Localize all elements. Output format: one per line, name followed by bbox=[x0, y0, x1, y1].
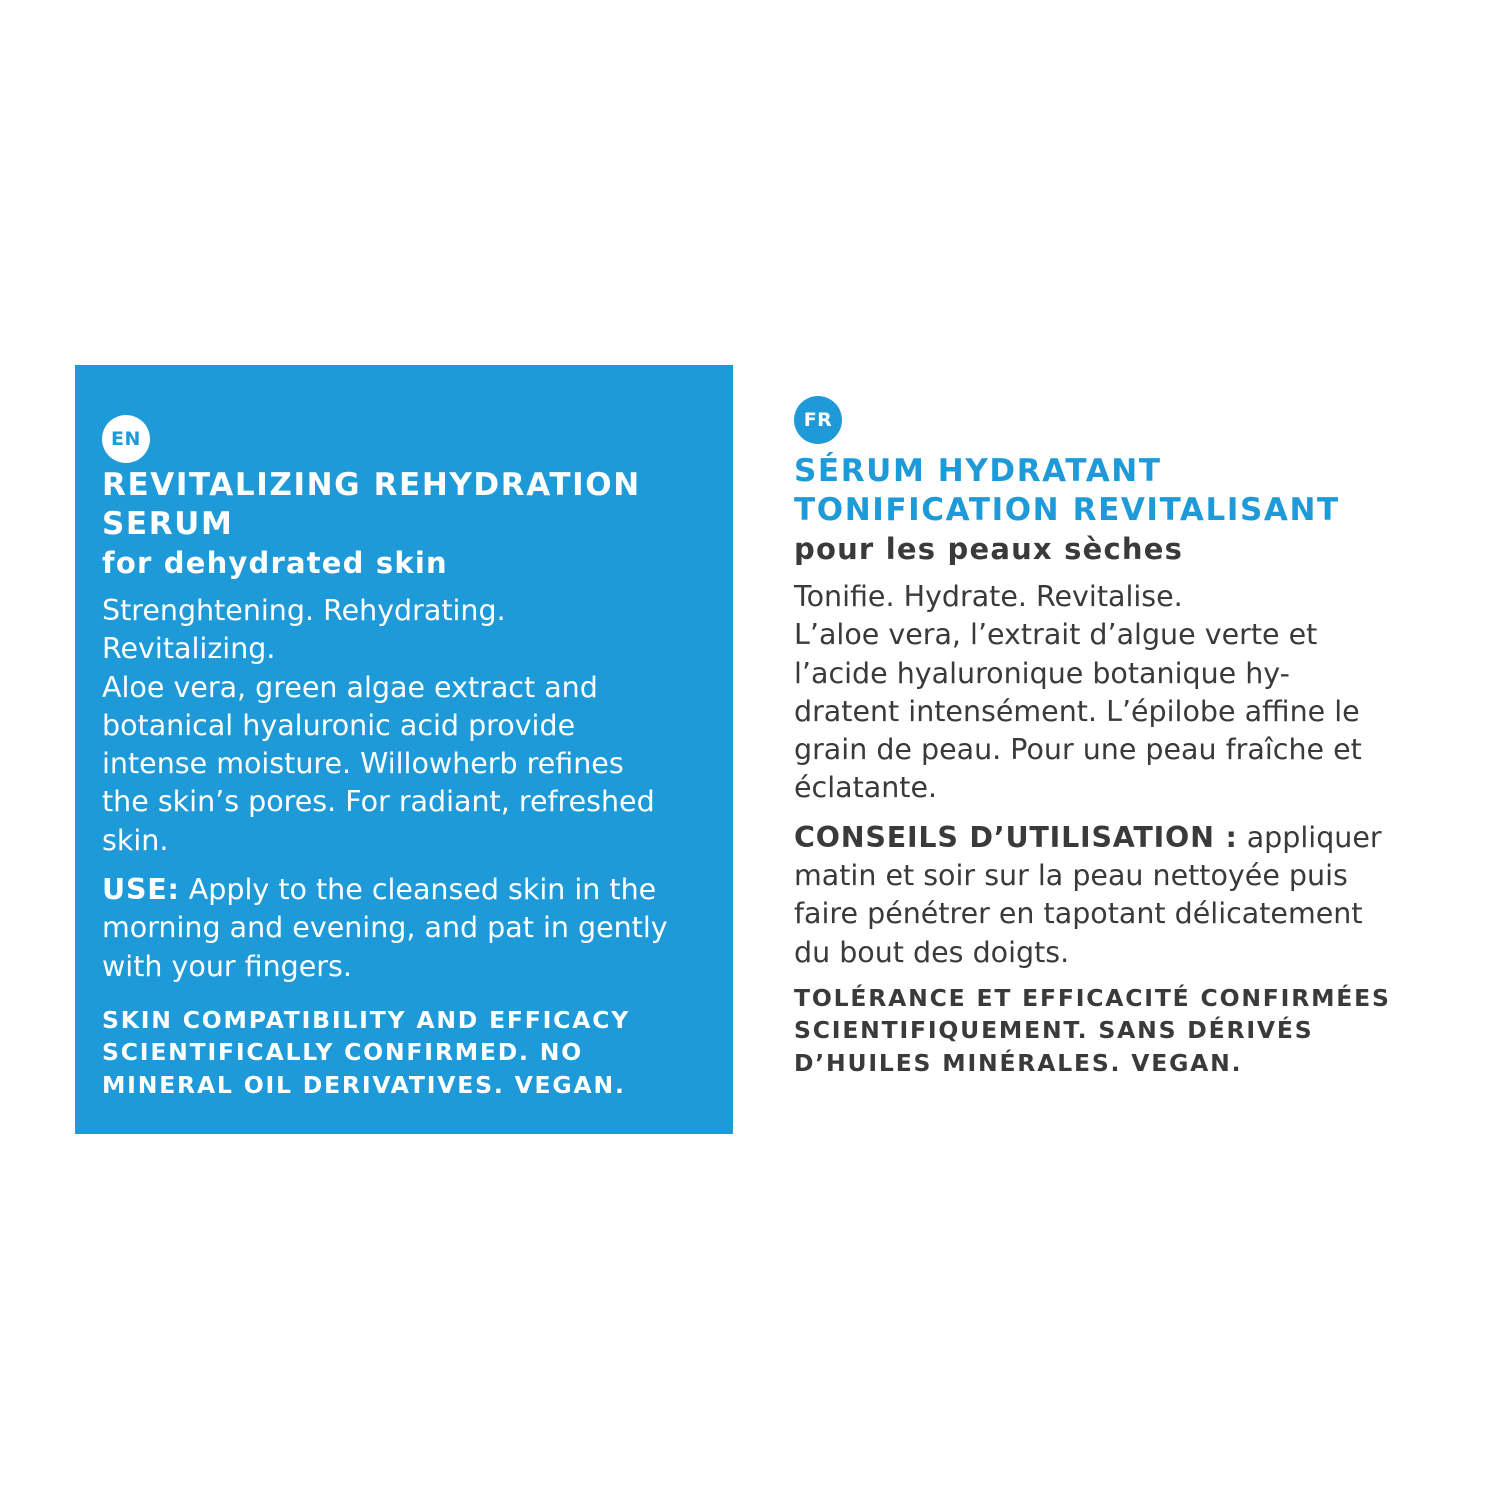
usage-text-fr: appliquer matin et soir sur la peau nettoyée puis faire pénétrer en tapotant délicatement du bout des doigts. bbox=[794, 820, 1382, 969]
language-badge-en: EN bbox=[102, 415, 150, 463]
usage-instructions-fr bbox=[794, 819, 1434, 972]
usage-instructions-en bbox=[102, 871, 709, 986]
product-subtitle-fr: pour les peaux sèches bbox=[794, 532, 1184, 566]
claims-footer-en: SKIN COMPATIBILITY AND EFFICACY SCIENTIFICALLY CONFIRMED. NO MINERAL OIL DERIVATIVES. VEGAN. bbox=[102, 1005, 631, 1099]
usage-label-en: USE: bbox=[102, 873, 180, 907]
usage-text-en: Apply to the cleansed skin in the morning and evening, and pat in gently with your fingers. bbox=[102, 873, 668, 983]
product-title-fr bbox=[794, 452, 1434, 530]
product-title-line1-en: REVITALIZING REHYDRATION bbox=[102, 467, 641, 503]
product-subtitle-en: for dehydrated skin bbox=[102, 546, 448, 580]
english-panel bbox=[75, 365, 733, 1134]
product-title-line2-fr: TONIFICATION REVITALISANT bbox=[794, 492, 1340, 528]
french-panel bbox=[794, 396, 1434, 1079]
product-title-en bbox=[102, 466, 709, 544]
claims-footer-fr: TOLÉRANCE ET EFFICACITÉ CONFIRMÉES SCIENTIFIQUEMENT. SANS DÉRIVÉS D’HUILES MINÉRALES. VEGAN. bbox=[794, 983, 1391, 1077]
usage-label-fr: CONSEILS D’UTILISATION : bbox=[794, 820, 1238, 854]
product-description-fr: Tonifie. Hydrate. Revitalise. L’aloe vera, l’extrait d’algue verte et l’acide hyaluronique botanique hy- dratent intensément. L’épilobe affine le grain de peau. Pour une peau fraîche et éclatante. bbox=[794, 580, 1362, 805]
product-description-en: Strenghtening. Rehydrating. Revitalizing. Aloe vera, green algae extract and botanical hyaluronic acid provide intense moisture. Willowherb refines the skin’s pores. For radiant, refreshed skin. bbox=[102, 594, 655, 857]
language-badge-fr: FR bbox=[794, 396, 842, 444]
product-title-line1-fr: SÉRUM HYDRATANT bbox=[794, 453, 1162, 489]
product-title-line2-en: SERUM bbox=[102, 506, 234, 542]
